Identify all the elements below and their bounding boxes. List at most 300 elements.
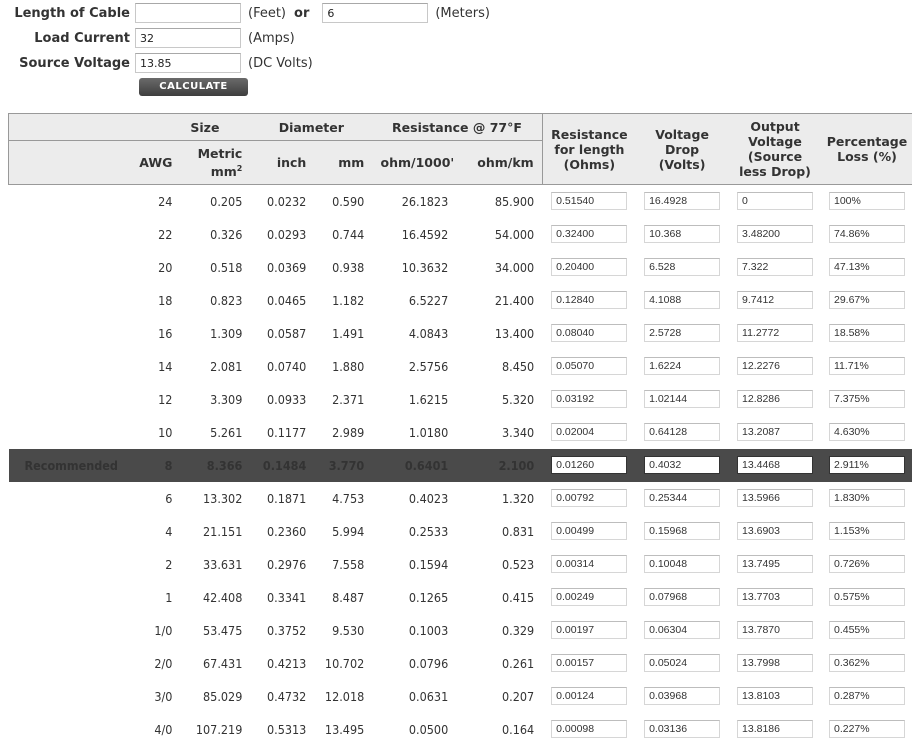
- cell-awg: 20: [158, 259, 173, 275]
- cell-ohm-1000: 6.5227: [408, 292, 449, 308]
- res-output-field[interactable]: [551, 357, 627, 375]
- table-row: [9, 482, 912, 515]
- cell-ohm-km: 0.261: [501, 655, 535, 671]
- res-output-field[interactable]: [551, 621, 627, 639]
- cell-res: [542, 284, 636, 317]
- row-label: [9, 614, 131, 647]
- cell-pct: [822, 713, 912, 746]
- cell-ohm-1000: 0.4023: [408, 490, 449, 506]
- cell-inch: 0.5313: [266, 721, 307, 737]
- cell-out: [728, 647, 822, 680]
- cell-pct: [822, 416, 912, 449]
- cell-res: [542, 449, 636, 482]
- cell-ohm-km: 0.523: [501, 556, 535, 572]
- header-out-line2: Voltage: [748, 134, 802, 149]
- cell-metric: 1.309: [210, 325, 243, 341]
- cell-awg: 1/0: [154, 622, 173, 638]
- pct-output-field[interactable]: [829, 423, 905, 441]
- header-metric-label: Metric: [197, 145, 243, 161]
- table-row: [9, 581, 912, 614]
- cell-pct: [822, 680, 912, 713]
- header-out-line4: less Drop): [739, 164, 811, 179]
- row-label: [9, 647, 131, 680]
- cell-drop: [636, 614, 728, 647]
- cell-awg: 4/0: [154, 721, 173, 737]
- drop-output-field[interactable]: [644, 522, 720, 540]
- cell-awg: 3/0: [154, 688, 173, 704]
- cell-awg: 2/0: [154, 655, 173, 671]
- cell-inch: 0.0293: [266, 226, 307, 242]
- cell-out: [728, 317, 822, 350]
- cell-inch: 0.0933: [266, 391, 307, 407]
- cell-res: [542, 383, 636, 416]
- header-voltage-drop: [636, 114, 728, 185]
- cell-ohm-1000: 0.0500: [408, 721, 449, 737]
- cell-metric: 21.151: [203, 523, 243, 539]
- cell-out: [728, 581, 822, 614]
- cell-ohm-1000: 0.0631: [408, 688, 449, 704]
- drop-output-field[interactable]: [644, 588, 720, 606]
- cell-mm: 2.371: [332, 391, 365, 407]
- row-label: [9, 713, 131, 746]
- out-output-field[interactable]: [737, 291, 813, 309]
- cell-awg: 6: [165, 490, 173, 506]
- header-blank-2: [9, 141, 131, 185]
- wire-gauge-table: [8, 113, 912, 746]
- pct-output-field[interactable]: [829, 621, 905, 639]
- table-row: [9, 647, 912, 680]
- drop-output-field[interactable]: [644, 357, 720, 375]
- pct-output-field[interactable]: [829, 654, 905, 672]
- row-label: [9, 350, 131, 383]
- cell-mm: 1.491: [332, 325, 365, 341]
- row-label: [9, 482, 131, 515]
- cell-awg: 16: [158, 325, 173, 341]
- cell-res: [542, 218, 636, 251]
- row-label: [9, 680, 131, 713]
- cell-metric: 107.219: [195, 721, 243, 737]
- pct-output-field[interactable]: [829, 588, 905, 606]
- feet-unit: (Feet): [248, 5, 287, 21]
- table-row-recommended: [9, 449, 912, 482]
- cell-drop: [636, 350, 728, 383]
- drop-output-field[interactable]: [644, 720, 720, 738]
- header-size: Size: [130, 114, 250, 141]
- length-feet-input[interactable]: [135, 3, 241, 23]
- cell-ohm-1000: 0.1594: [408, 556, 449, 572]
- cell-ohm-km: 5.320: [501, 391, 535, 407]
- cell-inch: 0.3752: [266, 622, 307, 638]
- calculate-button[interactable]: CALCULATE: [139, 78, 248, 96]
- cell-res: [542, 581, 636, 614]
- cell-mm: 1.182: [332, 292, 365, 308]
- cell-pct: [822, 350, 912, 383]
- cell-res: [542, 647, 636, 680]
- cell-ohm-km: 0.164: [501, 721, 535, 737]
- header-diameter: Diameter: [250, 114, 372, 141]
- cell-metric: 0.205: [210, 193, 243, 209]
- cell-drop: [636, 185, 728, 218]
- cell-res: [542, 416, 636, 449]
- cell-ohm-km: 0.207: [501, 688, 535, 704]
- cell-out: [728, 713, 822, 746]
- cell-drop: [636, 449, 728, 482]
- cell-ohm-1000: 1.0180: [408, 424, 449, 440]
- pct-output-field[interactable]: [829, 456, 905, 474]
- cell-ohm-km: 1.320: [501, 490, 535, 506]
- cell-awg: 1: [165, 589, 173, 605]
- current-row: [0, 27, 295, 49]
- cell-awg: 12: [158, 391, 173, 407]
- cell-out: [728, 284, 822, 317]
- table-row: [9, 416, 912, 449]
- cell-metric: 2.081: [210, 358, 243, 374]
- header-awg: AWG: [130, 141, 180, 185]
- cell-ohm-1000: 0.1265: [408, 589, 449, 605]
- row-label: [9, 548, 131, 581]
- cell-awg: 10: [158, 424, 173, 440]
- cell-metric: 3.309: [210, 391, 243, 407]
- cell-metric: 0.518: [210, 259, 243, 275]
- cell-metric: 8.366: [180, 449, 250, 482]
- out-output-field[interactable]: [737, 423, 813, 441]
- cell-ohm-km: 3.340: [501, 424, 535, 440]
- cell-inch: 0.0232: [266, 193, 307, 209]
- row-label: [9, 284, 131, 317]
- cell-res: [542, 482, 636, 515]
- header-blank: [9, 114, 131, 141]
- cell-out: [728, 185, 822, 218]
- drop-output-field[interactable]: [644, 489, 720, 507]
- header-inch: inch: [250, 141, 314, 185]
- drop-output-field[interactable]: [644, 291, 720, 309]
- header-resistance: Resistance @ 77°F: [372, 114, 542, 141]
- cell-inch: 0.2360: [266, 523, 307, 539]
- header-pct-line2: Loss (%): [837, 149, 897, 164]
- cell-mm: 0.744: [332, 226, 365, 242]
- out-output-field[interactable]: [737, 357, 813, 375]
- pct-output-field[interactable]: [829, 291, 905, 309]
- table-row: [9, 548, 912, 581]
- out-output-field[interactable]: [737, 522, 813, 540]
- drop-output-field[interactable]: [644, 654, 720, 672]
- res-output-field[interactable]: [551, 489, 627, 507]
- cell-awg: 8: [130, 449, 180, 482]
- drop-output-field[interactable]: [644, 687, 720, 705]
- voltage-label: Source Voltage: [19, 55, 130, 71]
- cell-metric: 13.302: [203, 490, 243, 506]
- length-row: [0, 2, 490, 24]
- row-label: [9, 581, 131, 614]
- cell-pct: [822, 449, 912, 482]
- out-output-field[interactable]: [737, 687, 813, 705]
- cell-inch: 0.1484: [250, 449, 314, 482]
- cell-ohm-km: 0.329: [501, 622, 535, 638]
- pct-output-field[interactable]: [829, 390, 905, 408]
- cell-inch: 0.3341: [266, 589, 307, 605]
- cell-metric: 0.326: [210, 226, 243, 242]
- cell-out: [728, 515, 822, 548]
- table-row: [9, 680, 912, 713]
- header-out-line1: Output: [750, 119, 800, 134]
- cell-pct: [822, 218, 912, 251]
- cell-ohm-1000: 0.1003: [408, 622, 449, 638]
- res-output-field[interactable]: [551, 654, 627, 672]
- drop-output-field[interactable]: [644, 225, 720, 243]
- header-metric-sup: 2: [236, 163, 243, 173]
- header-res-length-line1: Resistance: [551, 126, 628, 142]
- cell-ohm-1000: 4.0843: [408, 325, 449, 341]
- cell-pct: [822, 647, 912, 680]
- cell-inch: 0.0587: [266, 325, 307, 341]
- cell-res: [542, 548, 636, 581]
- res-output-field[interactable]: [551, 258, 627, 276]
- pct-output-field[interactable]: [829, 687, 905, 705]
- cell-metric: 33.631: [203, 556, 243, 572]
- header-res-length-line3: (Ohms): [563, 156, 616, 172]
- cell-awg: 24: [158, 193, 173, 209]
- cell-pct: [822, 581, 912, 614]
- out-output-field[interactable]: [737, 588, 813, 606]
- row-label: Recommended: [9, 449, 131, 482]
- res-output-field[interactable]: [551, 225, 627, 243]
- res-output-field[interactable]: [551, 324, 627, 342]
- res-output-field[interactable]: [551, 555, 627, 573]
- pct-output-field[interactable]: [829, 258, 905, 276]
- cell-res: [542, 251, 636, 284]
- row-label: [9, 317, 131, 350]
- cell-metric: 67.431: [203, 655, 243, 671]
- cell-drop: [636, 680, 728, 713]
- cell-ohm-km: 0.415: [501, 589, 535, 605]
- cell-mm: 7.558: [332, 556, 365, 572]
- res-output-field[interactable]: [551, 588, 627, 606]
- res-output-field[interactable]: [551, 456, 627, 474]
- cell-res: [542, 317, 636, 350]
- pct-output-field[interactable]: [829, 489, 905, 507]
- res-output-field[interactable]: [551, 192, 627, 210]
- res-output-field[interactable]: [551, 291, 627, 309]
- header-out-line3: (Source: [747, 149, 803, 164]
- table-body: [9, 185, 912, 746]
- row-label: [9, 185, 131, 218]
- header-ohm-km: ohm/km: [462, 141, 542, 185]
- cell-mm: 1.880: [332, 358, 365, 374]
- cell-drop: [636, 383, 728, 416]
- cell-drop: [636, 482, 728, 515]
- pct-output-field[interactable]: [829, 192, 905, 210]
- drop-output-field[interactable]: [644, 258, 720, 276]
- cell-mm: 10.702: [324, 655, 365, 671]
- cell-ohm-km: 2.100: [462, 449, 542, 482]
- header-mm: mm: [314, 141, 372, 185]
- cell-pct: [822, 614, 912, 647]
- length-label: Length of Cable: [14, 5, 130, 21]
- cell-mm: 2.989: [332, 424, 365, 440]
- cell-drop: [636, 515, 728, 548]
- or-label: or: [294, 5, 310, 21]
- meters-unit: (Meters): [435, 5, 490, 21]
- row-label: [9, 218, 131, 251]
- cell-drop: [636, 647, 728, 680]
- res-output-field[interactable]: [551, 687, 627, 705]
- cell-metric: 5.261: [210, 424, 243, 440]
- out-output-field[interactable]: [737, 654, 813, 672]
- drop-output-field[interactable]: [644, 192, 720, 210]
- row-label: [9, 416, 131, 449]
- table-row: [9, 185, 912, 218]
- cell-drop: [636, 284, 728, 317]
- cell-ohm-km: 8.450: [501, 358, 535, 374]
- cell-ohm-1000: 0.0796: [408, 655, 449, 671]
- cell-ohm-km: 21.400: [494, 292, 535, 308]
- cell-out: [728, 416, 822, 449]
- cell-mm: 4.753: [332, 490, 365, 506]
- header-percentage-loss: [822, 114, 912, 185]
- cell-ohm-km: 34.000: [494, 259, 535, 275]
- cell-awg: 2: [165, 556, 173, 572]
- cell-drop: [636, 713, 728, 746]
- row-label: [9, 383, 131, 416]
- drop-output-field[interactable]: [644, 423, 720, 441]
- drop-output-field[interactable]: [644, 555, 720, 573]
- cell-ohm-km: 54.000: [494, 226, 535, 242]
- table-row: [9, 713, 912, 746]
- cell-mm: 12.018: [324, 688, 365, 704]
- header-resistance-length: [542, 114, 636, 185]
- cell-ohm-1000: 10.3632: [401, 259, 449, 275]
- table-row: [9, 218, 912, 251]
- cell-metric: 42.408: [203, 589, 243, 605]
- cell-inch: 0.0465: [266, 292, 307, 308]
- cell-ohm-km: 13.400: [494, 325, 535, 341]
- header-pct-line1: Percentage: [826, 134, 908, 149]
- res-output-field[interactable]: [551, 423, 627, 441]
- pct-output-field[interactable]: [829, 522, 905, 540]
- out-output-field[interactable]: [737, 192, 813, 210]
- cell-out: [728, 383, 822, 416]
- drop-output-field[interactable]: [644, 456, 720, 474]
- cell-pct: [822, 515, 912, 548]
- header-vdrop-line2: Drop: [665, 141, 700, 157]
- pct-output-field[interactable]: [829, 225, 905, 243]
- voltage-row: [0, 52, 313, 74]
- cell-pct: [822, 482, 912, 515]
- res-output-field[interactable]: [551, 390, 627, 408]
- cell-inch: 0.2976: [266, 556, 307, 572]
- table-row: [9, 350, 912, 383]
- table-row: [9, 251, 912, 284]
- cell-inch: 0.1871: [266, 490, 307, 506]
- cell-ohm-1000: 0.6401: [372, 449, 462, 482]
- out-output-field[interactable]: [737, 489, 813, 507]
- cell-out: [728, 482, 822, 515]
- cell-res: [542, 713, 636, 746]
- cell-res: [542, 350, 636, 383]
- cell-mm: 8.487: [332, 589, 365, 605]
- cell-mm: 9.530: [332, 622, 365, 638]
- cell-mm: 0.938: [332, 259, 365, 275]
- header-res-length-line2: for length: [554, 141, 625, 157]
- out-output-field[interactable]: [737, 258, 813, 276]
- cell-res: [542, 185, 636, 218]
- drop-output-field[interactable]: [644, 390, 720, 408]
- length-meters-input[interactable]: [322, 3, 428, 23]
- cell-pct: [822, 383, 912, 416]
- pct-output-field[interactable]: [829, 324, 905, 342]
- cell-awg: 18: [158, 292, 173, 308]
- pct-output-field[interactable]: [829, 555, 905, 573]
- out-output-field[interactable]: [737, 456, 813, 474]
- cell-res: [542, 515, 636, 548]
- header-output-voltage: [728, 114, 822, 185]
- cell-ohm-1000: 26.1823: [401, 193, 449, 209]
- cell-metric: 53.475: [203, 622, 243, 638]
- res-output-field[interactable]: [551, 720, 627, 738]
- current-label: Load Current: [34, 30, 130, 46]
- cell-inch: 0.0369: [266, 259, 307, 275]
- header-metric-unit: mm: [210, 164, 237, 180]
- drop-output-field[interactable]: [644, 621, 720, 639]
- table-row: [9, 284, 912, 317]
- cell-out: [728, 350, 822, 383]
- out-output-field[interactable]: [737, 555, 813, 573]
- row-label: [9, 515, 131, 548]
- cell-awg: 22: [158, 226, 173, 242]
- cell-drop: [636, 548, 728, 581]
- header-ohm-1000ft: ohm/1000': [372, 141, 462, 185]
- cell-drop: [636, 251, 728, 284]
- cell-out: [728, 614, 822, 647]
- header-metric: [180, 141, 250, 185]
- cell-ohm-1000: 0.2533: [408, 523, 449, 539]
- cell-ohm-1000: 1.6215: [408, 391, 449, 407]
- cell-out: [728, 548, 822, 581]
- amps-unit: (Amps): [248, 30, 295, 46]
- cell-ohm-1000: 2.5756: [408, 358, 449, 374]
- pct-output-field[interactable]: [829, 357, 905, 375]
- header-vdrop-line3: (Volts): [658, 156, 706, 172]
- cell-mm: 13.495: [324, 721, 365, 737]
- pct-output-field[interactable]: [829, 720, 905, 738]
- cell-out: [728, 218, 822, 251]
- out-output-field[interactable]: [737, 621, 813, 639]
- header-group-row: [9, 114, 912, 141]
- cell-mm: 0.590: [332, 193, 365, 209]
- out-output-field[interactable]: [737, 390, 813, 408]
- cell-ohm-1000: 16.4592: [401, 226, 449, 242]
- cell-metric: 85.029: [203, 688, 243, 704]
- table-row: [9, 383, 912, 416]
- cell-inch: 0.0740: [266, 358, 307, 374]
- drop-output-field[interactable]: [644, 324, 720, 342]
- res-output-field[interactable]: [551, 522, 627, 540]
- row-label: [9, 251, 131, 284]
- table-row: [9, 317, 912, 350]
- cell-drop: [636, 581, 728, 614]
- out-output-field[interactable]: [737, 720, 813, 738]
- load-current-input[interactable]: [135, 28, 241, 48]
- cell-ohm-km: 0.831: [501, 523, 535, 539]
- cell-mm: 3.770: [314, 449, 372, 482]
- source-voltage-input[interactable]: [135, 53, 241, 73]
- cell-out: [728, 449, 822, 482]
- out-output-field[interactable]: [737, 324, 813, 342]
- cell-mm: 5.994: [332, 523, 365, 539]
- out-output-field[interactable]: [737, 225, 813, 243]
- cell-drop: [636, 416, 728, 449]
- cell-drop: [636, 317, 728, 350]
